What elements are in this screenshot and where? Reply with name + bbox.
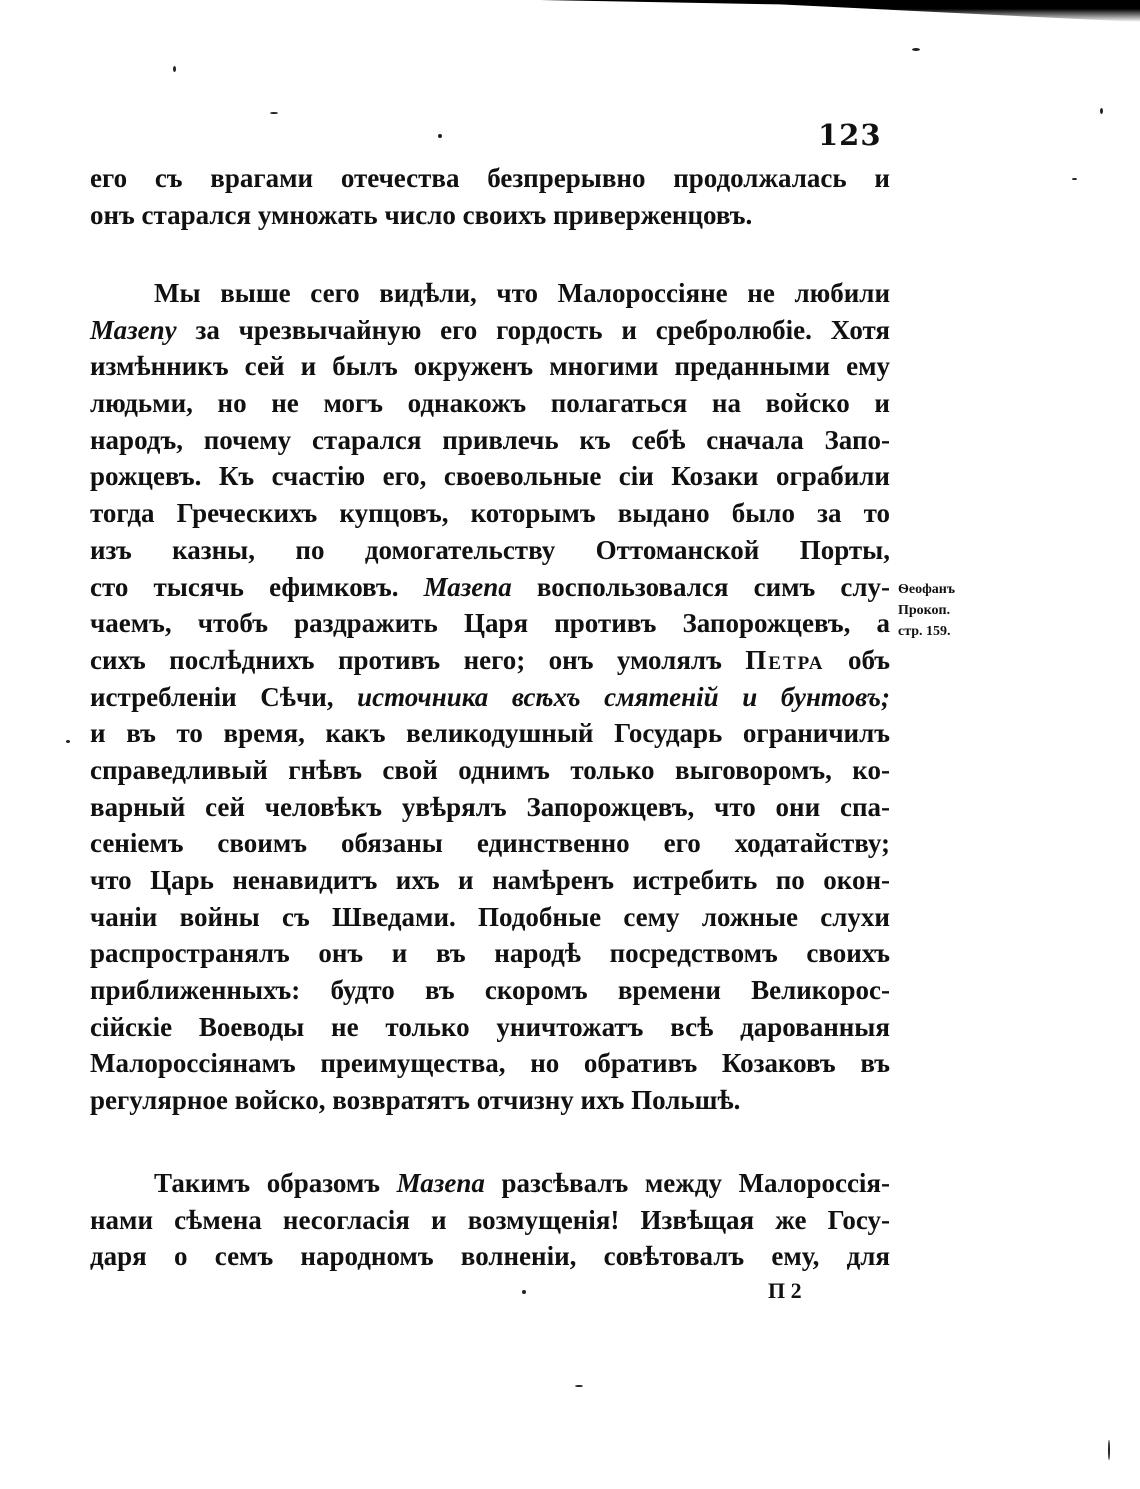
scan-speck (912, 48, 920, 51)
text-line (90, 642, 890, 679)
text-span: разсѣвалъ между Малороссія- (501, 1168, 891, 1198)
text-span: воспользовался симъ слу- (536, 571, 890, 602)
text-line: нами сѣмена несогласія и возмущенія! Извѣщая же Госу- (90, 1204, 890, 1235)
printer-signature: П 2 (768, 1278, 802, 1303)
text-line: онъ старался умножать число своихъ приверженцовъ. (90, 199, 753, 230)
scan-speck (1108, 1440, 1110, 1460)
text-line: сійскіе Воеводы не только уничтожатъ всѣ дарованныя (90, 1011, 890, 1042)
italic-name: Мазепа (423, 571, 512, 602)
scan-speck (1100, 108, 1103, 114)
text-line: его съ врагами отечества безпрерывно продолжалась и (90, 163, 890, 193)
page-number: 123 (818, 118, 882, 152)
scan-speck (173, 66, 176, 72)
text-line: и въ то время, какъ великодушный Государь ограничилъ (90, 718, 890, 749)
text-span: истребленіи Сѣчи, (90, 681, 334, 712)
text-line: что Царь ненавидитъ ихъ и намѣренъ истребить по окон- (90, 865, 890, 895)
text-line: даря о семъ народномъ волненіи, совѣтовалъ ему, для (90, 1241, 890, 1272)
text-span: Такимъ (154, 1168, 251, 1198)
text-line (90, 679, 890, 716)
text-line: измѣнникъ сей и былъ окруженъ многими преданными ему (90, 351, 890, 382)
italic-name: Мазепа (396, 1168, 485, 1198)
text-line: регулярное войско, возвратятъ отчизну ихъ Польшѣ. (90, 1085, 741, 1116)
scan-speck (522, 1290, 526, 1294)
text-span: образомъ (266, 1168, 381, 1198)
text-line: тогда Греческихъ купцовъ, которымъ выдано было за то (90, 498, 890, 529)
citation-line: Ѳеофанъ (898, 582, 956, 597)
citation-line: стр. 159. (898, 624, 951, 639)
text-line: распространялъ онъ и въ народѣ посредствомъ своихъ (90, 938, 890, 969)
scan-speck (270, 112, 278, 114)
scan-speck (438, 134, 442, 138)
text-line: справедливый гнѣвъ свой однимъ только выговоромъ, ко- (90, 754, 890, 785)
scan-speck (1072, 178, 1077, 180)
text-line (90, 312, 890, 349)
text-line: чаемъ, чтобъ раздражить Царя противъ Запорожцевъ, а (90, 608, 890, 639)
text-span: за чрезвычайную его гордость и сребролюбіе. Хотя (195, 314, 891, 345)
text-span: сихъ послѣднихъ противъ него; онъ умолялъ (90, 644, 722, 675)
text-line (90, 569, 890, 606)
italic-quote: источника всѣхъ смятеній и бунтовъ; (357, 681, 891, 712)
italic-name: Мазепу (90, 314, 177, 345)
text-line (90, 1165, 890, 1202)
scan-speck (66, 740, 70, 743)
citation-line: Прокоп. (898, 603, 951, 618)
page-edge-shadow (540, 0, 1140, 22)
scan-speck (575, 1385, 583, 1387)
text-line: варный сей человѣкъ увѣрялъ Запорожцевъ, что они спа- (90, 791, 890, 822)
text-line: изъ казны, по домогательству Оттоманской Порты, (90, 534, 890, 565)
text-line: Малороссіянамъ преимущества, но обративъ Козаковъ въ (90, 1048, 890, 1079)
text-line: чаніи войны съ Шведами. Подобные сему ложные слухи (90, 901, 890, 932)
text-span: сто тысячь ефимковъ. (90, 571, 399, 602)
small-caps-name: Петра (745, 644, 825, 675)
paragraph-discord (90, 1165, 890, 1275)
text-line: людьми, но не могъ однакожъ полагаться на войско и (90, 388, 890, 419)
text-line: рожцевъ. Къ счастію его, своевольные сіи Козаки ограбили (90, 461, 890, 492)
margin-citation (898, 579, 1008, 642)
paragraph-continuation (90, 160, 890, 233)
paragraph-mazepa-treason (90, 275, 890, 1119)
text-line: народъ, почему старался привлечь къ себѣ сначала Запо- (90, 424, 890, 455)
text-line: сеніемъ своимъ обязаны единственно его ходатайству; (90, 828, 890, 859)
text-span: объ (847, 644, 891, 675)
text-line: приближенныхъ: будто въ скоромъ времени Великорос- (90, 975, 890, 1006)
text-line: Мы выше сего видѣли, что Малороссіяне не любили (154, 278, 890, 308)
